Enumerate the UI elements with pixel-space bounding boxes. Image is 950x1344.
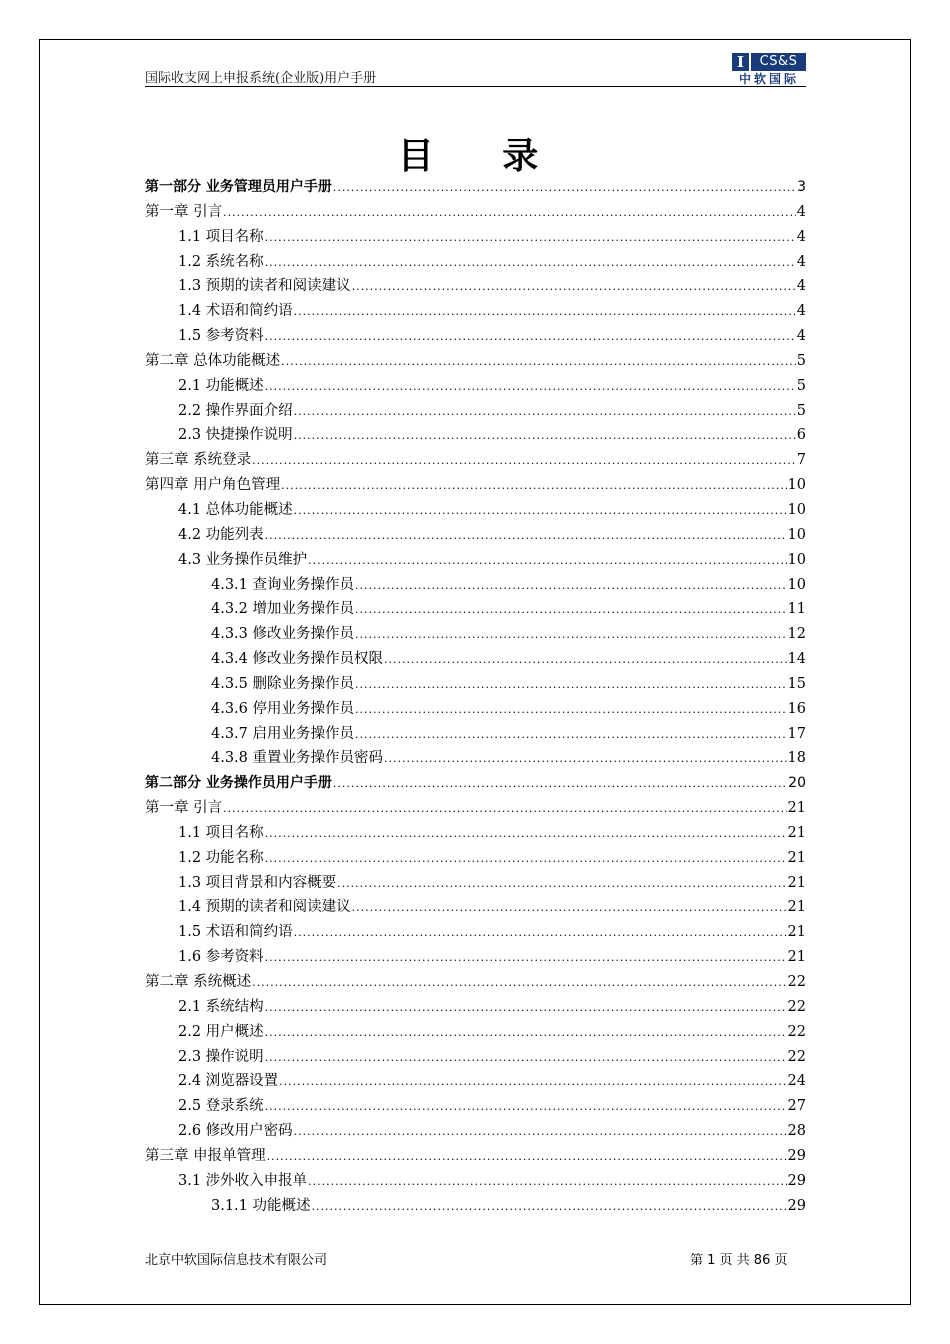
toc-entry[interactable]: [145, 1094, 806, 1119]
toc-entry-label: 第一章 引言: [145, 203, 223, 220]
toc-dot-leader: [308, 549, 786, 574]
toc-entry-page-number: 17: [787, 725, 806, 742]
toc-entry[interactable]: [145, 697, 806, 722]
toc-dot-leader: [294, 499, 787, 524]
toc-dot-leader: [265, 1021, 787, 1046]
toc-entry-page-number: 4: [796, 253, 806, 270]
toc-dot-leader: [281, 350, 796, 375]
toc-dot-leader: [281, 474, 786, 499]
toc-entry-page-number: 22: [787, 1023, 806, 1040]
toc-dot-leader: [333, 176, 796, 201]
toc-entry-label: 4.3.2 增加业务操作员: [211, 601, 355, 618]
toc-entry-page-number: 10: [787, 526, 806, 543]
toc-entry[interactable]: [145, 821, 806, 846]
toc-entry[interactable]: [145, 796, 806, 821]
toc-entry-page-number: 14: [787, 651, 806, 668]
toc-entry-page-number: 15: [787, 675, 806, 692]
toc-entry[interactable]: [145, 1069, 806, 1094]
toc-entry-label: 1.3 预期的读者和阅读建议: [178, 278, 351, 295]
toc-entry-page-number: 10: [787, 576, 806, 593]
toc-entry-label: 4.2 功能列表: [178, 526, 264, 543]
toc-entry-label: 3.1 涉外收入申报单: [178, 1172, 308, 1189]
toc-entry[interactable]: [145, 498, 806, 523]
toc-dot-leader: [265, 847, 787, 872]
toc-dot-leader: [355, 574, 787, 599]
toc-entry[interactable]: [145, 895, 806, 920]
toc-dot-leader: [265, 325, 796, 350]
toc-entry-page-number: 29: [787, 1197, 806, 1214]
toc-entry-page-number: 21: [787, 800, 806, 817]
toc-entry-page-number: 16: [787, 700, 806, 717]
toc-dot-leader: [355, 698, 787, 723]
toc-entry-label: 1.1 项目名称: [178, 824, 264, 841]
toc-dot-leader: [265, 1095, 787, 1120]
toc-entry[interactable]: [145, 970, 806, 995]
table-of-contents: [145, 175, 806, 1218]
toc-entry[interactable]: [145, 746, 806, 771]
toc-entry-label: 1.5 参考资料: [178, 328, 264, 345]
toc-entry[interactable]: [145, 622, 806, 647]
logo-mark: I: [732, 53, 749, 71]
toc-entry-page-number: 4: [796, 203, 806, 220]
toc-dot-leader: [279, 1070, 786, 1095]
toc-dot-leader: [312, 1195, 787, 1220]
toc-entry-page-number: 28: [787, 1123, 806, 1140]
toc-dot-leader: [223, 201, 796, 226]
toc-entry-page-number: 18: [787, 750, 806, 767]
toc-dot-leader: [265, 822, 787, 847]
toc-entry-page-number: 10: [787, 501, 806, 518]
toc-entry-label: 2.2 用户概述: [178, 1023, 264, 1040]
toc-dot-leader: [355, 723, 787, 748]
toc-dot-leader: [267, 1145, 787, 1170]
toc-entry-page-number: 21: [787, 874, 806, 891]
toc-entry-label: 第二部分 业务操作员用户手册: [145, 775, 332, 792]
toc-dot-leader: [384, 747, 787, 772]
toc-entry-page-number: 11: [787, 601, 806, 618]
toc-entry[interactable]: [145, 920, 806, 945]
toc-entry-page-number: 21: [787, 824, 806, 841]
toc-entry-page-number: 4: [796, 328, 806, 345]
footer-company: 北京中软国际信息技术有限公司: [145, 1253, 328, 1268]
toc-entry[interactable]: [145, 473, 806, 498]
header-title: 国际收支网上申报系统(企业版)用户手册: [145, 71, 377, 86]
toc-entry-label: 4.1 总体功能概述: [178, 501, 293, 518]
toc-entry-label: 3.1.1 功能概述: [211, 1197, 311, 1214]
toc-dot-leader: [352, 896, 787, 921]
toc-entry[interactable]: [145, 1045, 806, 1070]
toc-entry-label: 2.3 操作说明: [178, 1048, 264, 1065]
toc-entry[interactable]: [145, 399, 806, 424]
toc-entry[interactable]: [145, 423, 806, 448]
toc-entry-label: 2.2 操作界面介绍: [178, 402, 293, 419]
toc-dot-leader: [252, 971, 786, 996]
company-logo: [732, 53, 806, 87]
toc-entry-label: 1.5 术语和简约语: [178, 924, 293, 941]
toc-entry-page-number: 27: [787, 1098, 806, 1115]
toc-dot-leader: [223, 797, 786, 822]
toc-entry-page-number: 5: [796, 402, 806, 419]
toc-entry[interactable]: [145, 995, 806, 1020]
toc-entry-label: 4.3.8 重置业务操作员密码: [211, 750, 384, 767]
toc-entry-page-number: 12: [787, 626, 806, 643]
toc-entry-page-number: 22: [787, 1048, 806, 1065]
toc-entry-page-number: 22: [787, 998, 806, 1015]
toc-entry[interactable]: [145, 324, 806, 349]
toc-entry[interactable]: [145, 349, 806, 374]
toc-entry-label: 4.3.6 停用业务操作员: [211, 700, 355, 717]
toc-entry[interactable]: [145, 1194, 806, 1219]
toc-entry-label: 1.1 项目名称: [178, 228, 264, 245]
toc-entry-page-number: 4: [796, 303, 806, 320]
toc-entry[interactable]: [145, 672, 806, 697]
toc-entry-label: 第一章 引言: [145, 800, 223, 817]
toc-entry-label: 第二章 总体功能概述: [145, 352, 281, 369]
toc-entry-label: 4.3.7 启用业务操作员: [211, 725, 355, 742]
toc-entry-label: 2.1 功能概述: [178, 377, 264, 394]
toc-entry[interactable]: [145, 523, 806, 548]
toc-entry-label: 第二章 系统概述: [145, 974, 252, 990]
toc-dot-leader: [294, 400, 796, 425]
logo-chinese-name: 中软国际: [738, 72, 799, 86]
toc-dot-leader: [294, 424, 796, 449]
toc-dot-leader: [333, 772, 787, 797]
toc-dot-leader: [265, 1046, 787, 1071]
toc-entry-page-number: 21: [787, 849, 806, 866]
toc-dot-leader: [308, 1170, 786, 1195]
toc-entry-page-number: 29: [787, 1172, 806, 1189]
toc-entry[interactable]: [145, 175, 806, 200]
toc-entry-page-number: 10: [787, 551, 806, 568]
toc-entry-label: 第三章 系统登录: [145, 452, 252, 469]
toc-entry[interactable]: [145, 548, 806, 573]
toc-entry-page-number: 24: [787, 1073, 806, 1090]
logo-brand: CS&S: [751, 53, 806, 71]
toc-entry-label: 4.3.1 查询业务操作员: [211, 576, 355, 593]
toc-entry[interactable]: [145, 200, 806, 225]
toc-dot-leader: [265, 996, 787, 1021]
toc-entry-label: 1.3 项目背景和内容概要: [178, 874, 337, 891]
toc-entry-label: 2.4 浏览器设置: [178, 1073, 279, 1090]
toc-entry-label: 第一部分 业务管理员用户手册: [145, 179, 332, 195]
toc-entry-page-number: 4: [796, 278, 806, 295]
toc-entry-label: 4.3.5 删除业务操作员: [211, 675, 355, 692]
toc-entry-label: 第三章 申报单管理: [145, 1147, 266, 1164]
toc-entry-page-number: 5: [796, 352, 806, 369]
toc-entry[interactable]: [145, 225, 806, 250]
toc-entry-page-number: 21: [787, 899, 806, 916]
toc-dot-leader: [265, 375, 796, 400]
toc-entry-label: 4.3 业务操作员维护: [178, 551, 308, 568]
toc-entry[interactable]: [145, 1144, 806, 1169]
toc-entry[interactable]: [145, 871, 806, 896]
toc-entry[interactable]: [145, 722, 806, 747]
footer-page-info: 第 1 页 共 86 页: [690, 1253, 788, 1268]
toc-entry-label: 2.5 登录系统: [178, 1098, 264, 1115]
toc-entry-page-number: 21: [787, 949, 806, 966]
toc-entry-label: 1.2 功能名称: [178, 849, 264, 866]
toc-dot-leader: [265, 524, 787, 549]
toc-dot-leader: [265, 226, 796, 251]
toc-entry-label: 1.6 参考资料: [178, 949, 264, 966]
toc-dot-leader: [265, 251, 796, 276]
toc-entry-page-number: 3: [797, 179, 806, 195]
toc-entry-page-number: 4: [796, 228, 806, 245]
toc-entry-page-number: 29: [787, 1147, 806, 1164]
toc-entry[interactable]: [145, 374, 806, 399]
toc-entry-page-number: 22: [787, 974, 806, 990]
toc-entry[interactable]: [145, 647, 806, 672]
toc-dot-leader: [384, 648, 787, 673]
toc-entry[interactable]: [145, 1119, 806, 1144]
toc-entry[interactable]: [145, 448, 806, 473]
toc-dot-leader: [355, 623, 787, 648]
toc-entry[interactable]: [145, 597, 806, 622]
toc-dot-leader: [355, 673, 787, 698]
toc-entry-page-number: 21: [787, 924, 806, 941]
toc-dot-leader: [294, 300, 796, 325]
toc-entry[interactable]: [145, 573, 806, 598]
toc-dot-leader: [294, 921, 787, 946]
toc-entry-page-number: 7: [796, 452, 806, 469]
toc-entry-label: 1.4 术语和简约语: [178, 303, 293, 320]
toc-entry-label: 2.3 快捷操作说明: [178, 427, 293, 444]
toc-entry-label: 4.3.3 修改业务操作员: [211, 626, 355, 643]
toc-dot-leader: [337, 872, 786, 897]
toc-entry[interactable]: [145, 771, 806, 796]
toc-entry-page-number: 5: [796, 377, 806, 394]
toc-entry[interactable]: [145, 1169, 806, 1194]
toc-entry-page-number: 10: [787, 477, 806, 494]
toc-entry[interactable]: [145, 945, 806, 970]
toc-entry[interactable]: [145, 846, 806, 871]
toc-entry[interactable]: [145, 299, 806, 324]
toc-entry[interactable]: [145, 274, 806, 299]
document-title: 目 录: [397, 135, 567, 177]
toc-entry-label: 2.1 系统结构: [178, 998, 264, 1015]
header-rule: [145, 86, 806, 87]
toc-dot-leader: [294, 1120, 787, 1145]
toc-dot-leader: [355, 598, 787, 623]
toc-dot-leader: [265, 946, 787, 971]
toc-dot-leader: [252, 449, 796, 474]
toc-entry-label: 4.3.4 修改业务操作员权限: [211, 651, 384, 668]
toc-entry-label: 1.2 系统名称: [178, 253, 264, 270]
toc-entry-label: 1.4 预期的读者和阅读建议: [178, 899, 351, 916]
toc-entry[interactable]: [145, 250, 806, 275]
toc-entry-label: 2.6 修改用户密码: [178, 1123, 293, 1140]
toc-entry-label: 第四章 用户角色管理: [145, 477, 281, 494]
toc-entry[interactable]: [145, 1020, 806, 1045]
toc-dot-leader: [352, 275, 796, 300]
toc-entry-page-number: 20: [788, 775, 806, 792]
toc-entry-page-number: 6: [796, 427, 806, 444]
